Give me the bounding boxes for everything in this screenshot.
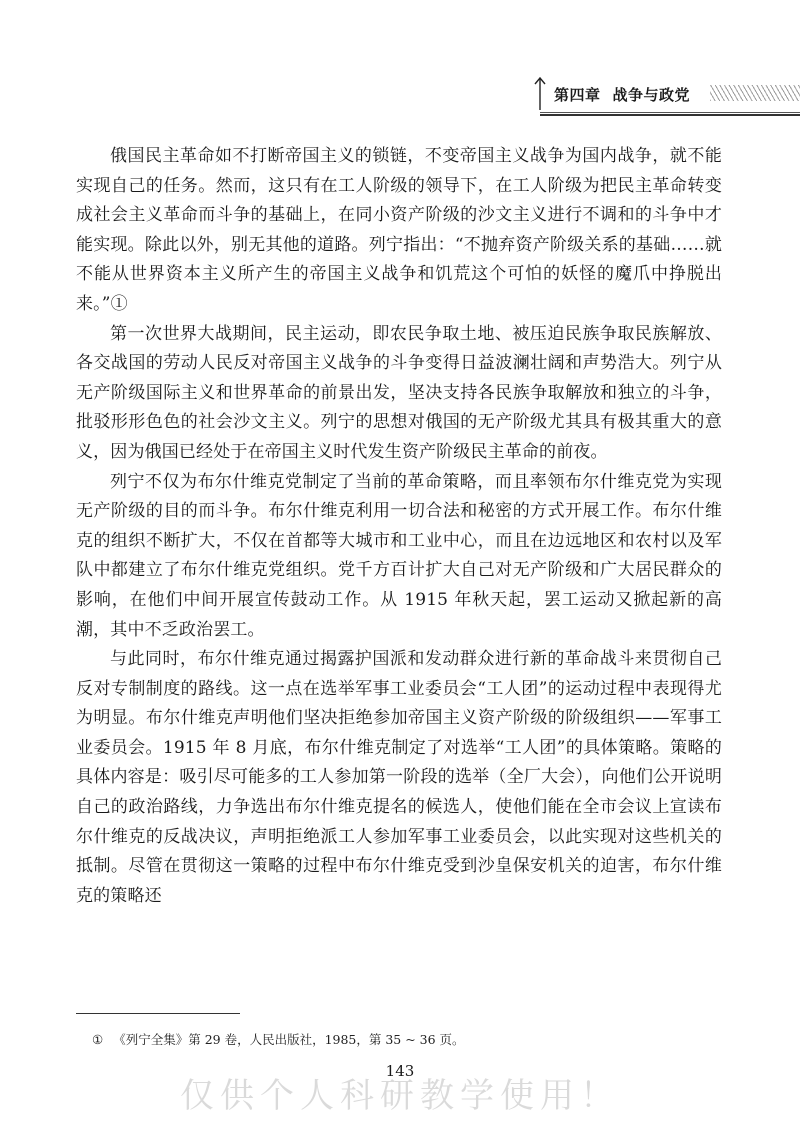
header-hatch-decoration: [710, 85, 800, 101]
chapter-heading: [554, 84, 690, 105]
footnote-rule: [76, 1013, 240, 1014]
chapter-title: 战争与政党: [612, 86, 691, 104]
up-arrow-icon: [533, 76, 547, 110]
footnote: [92, 1030, 465, 1048]
footnote-marker: ①: [92, 1032, 104, 1047]
footnote-text: 《列宁全集》第 29 卷，人民出版社，1985，第 35 ~ 36 页。: [113, 1032, 465, 1047]
running-header: [527, 72, 800, 117]
paragraph: 第一次世界大战期间，民主运动，即农民争取土地、被压迫民族争取民族解放、各交战国的劳动人民反对帝国主义战争的斗争变得日益波澜壮阔和声势浩大。列宁从无产阶级国际主义和世界革命的前景出发，坚决支持各民族争取解放和独立的斗争，批驳形形色色的社会沙文主义。列宁的思想对俄国的无产阶级尤其具有极其重大的意义，因为俄国已经处于在帝国主义时代发生资产阶级民主革命的前夜。: [76, 323, 722, 462]
page-number: 143: [385, 1062, 415, 1080]
header-rule: [540, 112, 800, 113]
chapter-number: 第四章: [554, 86, 601, 104]
watermark: 仅供个人科研教学使用！: [180, 1076, 620, 1116]
paragraph: 列宁不仅为布尔什维克党制定了当前的革命策略，而且率领布尔什维克党为实现无产阶级的目的而斗争。布尔什维克利用一切合法和秘密的方式开展工作。布尔什维克的组织不断扩大，不仅在首都等大城市和工业中心，而且在边远地区和农村以及军队中都建立了布尔什维克党组织。党千方百计扩大自己对无产阶级和广大居民群众的影响，在他们中间开展宣传鼓动工作。从 1915 年秋天起，罢工运动又掀起新的高潮，其中不乏政治罢工。: [76, 471, 722, 640]
paragraph: 与此同时，布尔什维克通过揭露护国派和发动群众进行新的革命战斗来贯彻自己反对专制制度的路线。这一点在选举军事工业委员会“工人团”的运动过程中表现得尤为明显。布尔什维克声明他们坚决拒绝参加帝国主义资产阶级的阶级组织——军事工业委员会。1915 年 8 月底，布尔什维克制定了对选举“工人团”的具体策略。策略的具体内容是：吸引尽可能多的工人参加第一阶段的选举（全厂大会），向他们公开说明自己的政治路线，力争选出布尔什维克提名的候选人，使他们能在全市会议上宣读布尔什维克的反战决议，声明拒绝派工人参加军事工业委员会，以此实现对这些机关的抵制。尽管在贯彻这一策略的过程中布尔什维克受到沙皇保安机关的迫害，布尔什维克的策略还: [76, 649, 722, 906]
header-rule-thick: [540, 114, 800, 116]
paragraph: 俄国民主革命如不打断帝国主义的锁链，不变帝国主义战争为国内战争，就不能实现自己的任务。然而，这只有在工人阶级的领导下，在工人阶级为把民主革命转变成社会主义革命而斗争的基础上，在同小资产阶级的沙文主义进行不调和的斗争中才能实现。除此以外，别无其他的道路。列宁指出：“不抛弃资产阶级关系的基础……就不能从世界资本主义所产生的帝国主义战争和饥荒这个可怕的妖怪的魔爪中挣脱出来。”①: [76, 146, 722, 314]
body-text: [76, 142, 722, 911]
